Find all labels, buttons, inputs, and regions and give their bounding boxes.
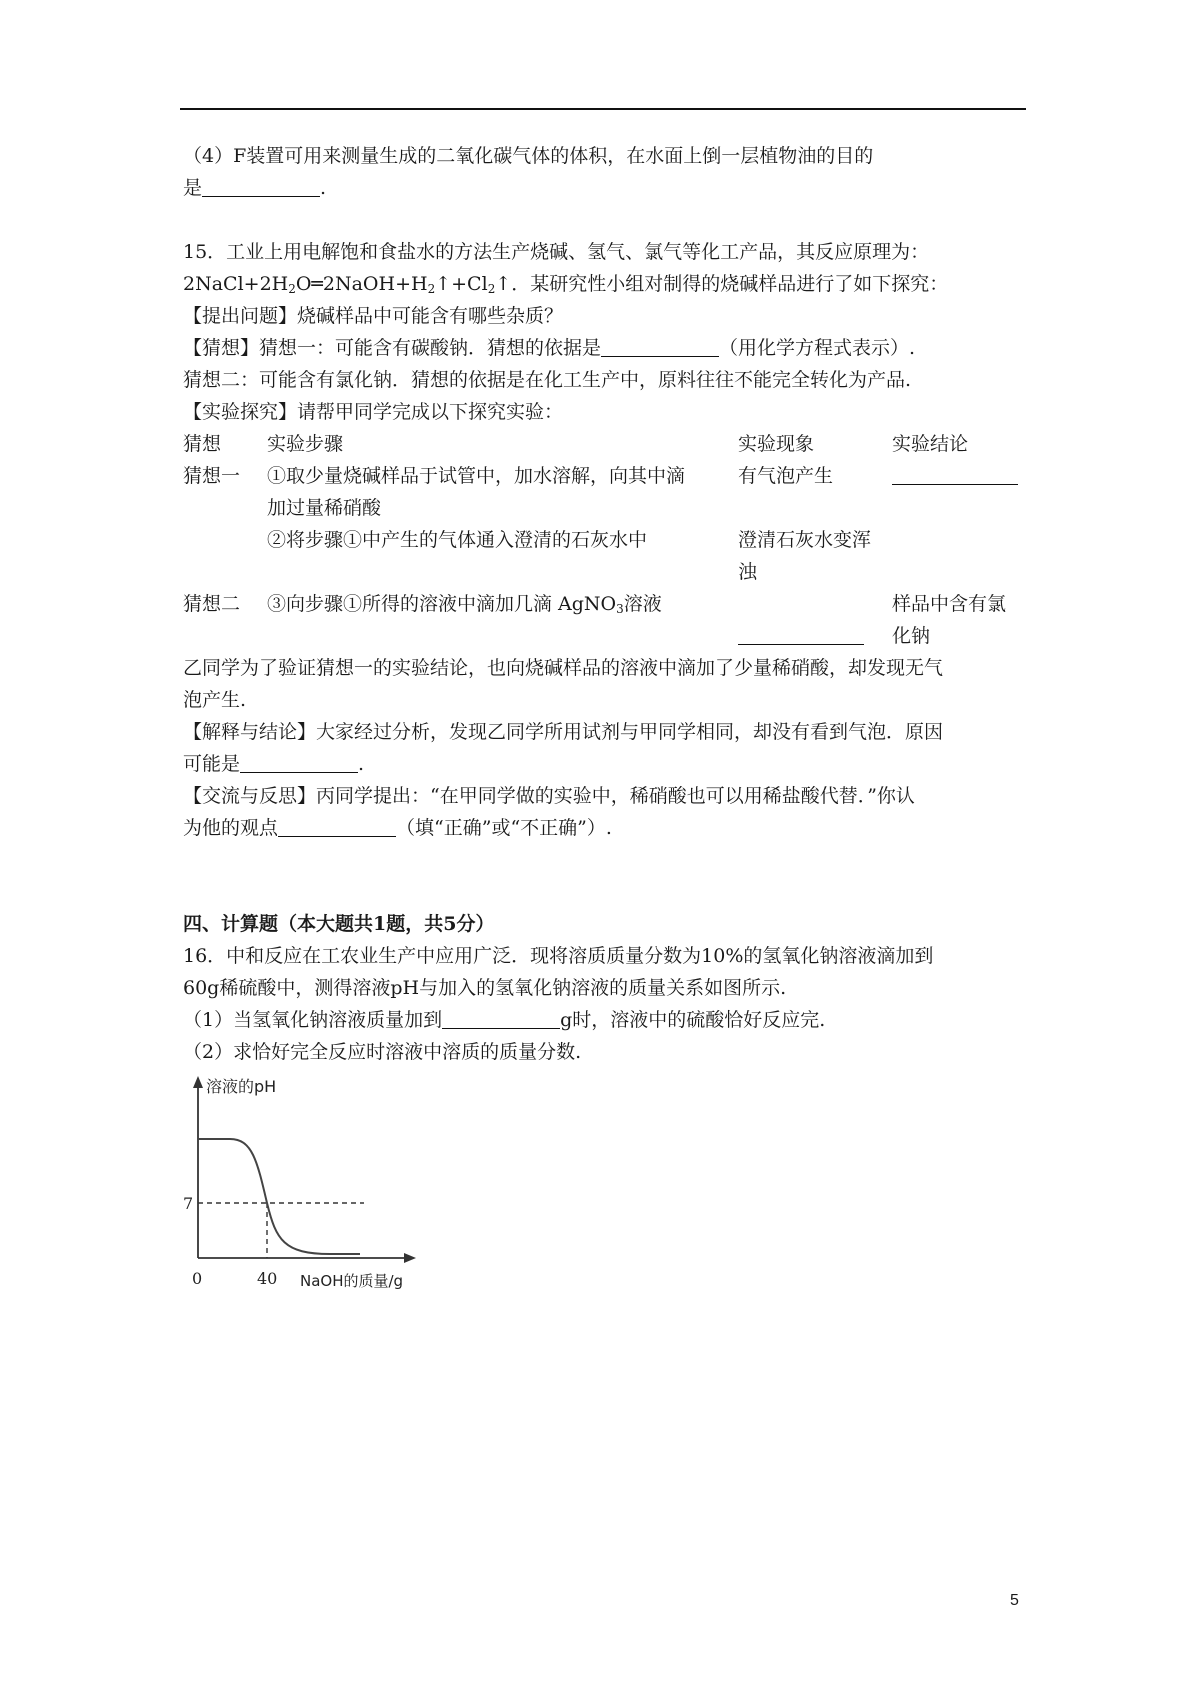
q16-part1: （1）当氢氧化钠溶液质量加到 g时，溶液中的硫酸恰好反应完. xyxy=(183,1004,1028,1036)
answer-blank[interactable] xyxy=(892,462,1018,485)
q14-4-line2: 是 . xyxy=(183,172,1028,204)
q15-yi-line2: 泡产生. xyxy=(183,689,247,711)
q14-4-line1: （4）F装置可用来测量生成的二氧化碳气体的体积，在水面上倒一层植物油的目的 xyxy=(183,145,874,167)
q15-question: 【提出问题】烧碱样品中可能含有哪些杂质？ xyxy=(183,305,564,327)
y-tick-7: 7 xyxy=(183,1194,194,1213)
q15-reflect-line2: 为他的观点 （填“正确”或“不正确”）. xyxy=(183,812,1028,844)
header-cell: 猜想 xyxy=(183,433,222,455)
q15-reflect-line1: 【交流与反思】丙同学提出：“在甲同学做的实验中，稀硝酸也可以用稀盐酸代替．”你认 xyxy=(183,785,915,807)
q16-line1: 16．中和反应在工农业生产中应用广泛．现将溶质质量分数为10%的氢氧化钠溶液滴加到 xyxy=(183,945,934,967)
answer-blank[interactable] xyxy=(202,174,320,197)
header-cell: 实验步骤 xyxy=(267,433,344,455)
answer-blank[interactable] xyxy=(278,814,396,837)
x-axis-label: NaOH的质量/g xyxy=(300,1272,404,1290)
guess-cell: 猜想二 xyxy=(183,593,241,615)
page-content xyxy=(183,140,1028,1068)
ph-graph xyxy=(180,1070,440,1320)
step-cell: ②将步骤①中产生的气体通入澄清的石灰水中 xyxy=(267,529,648,551)
step-cell: ①取少量烧碱样品于试管中，加水溶解，向其中滴 加过量稀硝酸 xyxy=(267,465,686,519)
q16-line2: 60g稀硫酸中，测得溶液pH与加入的氢氧化钠溶液的质量关系如图所示. xyxy=(183,977,787,999)
answer-blank[interactable] xyxy=(442,1006,560,1029)
q15-intro: 15．工业上用电解饱和食盐水的方法生产烧碱、氢气、氯气等化工产品，其反应原理为： xyxy=(183,241,930,263)
q15-yi-line1: 乙同学为了验证猜想一的实验结论，也向烧碱样品的溶液中滴加了少量稀硝酸，却发现无气 xyxy=(183,657,944,679)
y-axis-label: 溶液的pH xyxy=(206,1077,277,1096)
header-rule xyxy=(180,108,1026,110)
table-row xyxy=(183,460,1026,524)
q15-equation: $2NaCl+2H_2O═2NaOH+H_2↑+Cl_2↑$．某研究性小组对制得的烧碱样品进行了如下探究： xyxy=(183,273,949,296)
ph-curve xyxy=(198,1139,360,1254)
x-origin-label: 0 xyxy=(192,1269,203,1288)
table-row xyxy=(183,524,1026,588)
phenomenon-cell: 有气泡产生 xyxy=(738,465,834,487)
conclusion-cell: 样品中含有氯 化钠 xyxy=(892,593,1007,647)
phenomenon-cell: 澄清石灰水变浑 浊 xyxy=(738,529,872,583)
q15-explore: 【实验探究】请帮甲同学完成以下探究实验： xyxy=(183,401,564,423)
experiment-table xyxy=(183,428,1026,652)
header-cell: 实验结论 xyxy=(892,433,969,455)
x-axis-arrow xyxy=(404,1253,416,1263)
answer-blank[interactable] xyxy=(240,750,358,773)
x-tick-40: 40 xyxy=(257,1269,278,1288)
header-cell: 实验现象 xyxy=(738,433,815,455)
ph-graph-svg xyxy=(180,1070,440,1320)
q16-part2: （2）求恰好完全反应时溶液中溶质的质量分数. xyxy=(183,1041,582,1063)
y-axis-arrow xyxy=(193,1076,203,1088)
page-number: 5 xyxy=(1010,1592,1019,1609)
conclusion-cell xyxy=(892,460,1026,524)
answer-blank[interactable] xyxy=(601,334,719,357)
table-row xyxy=(183,588,1026,652)
section-title: 四、计算题（本大题共1题，共5分） xyxy=(183,913,495,935)
table-header-row xyxy=(183,428,1026,460)
q15-guess1: 【猜想】猜想一：可能含有碳酸钠．猜想的依据是 （用化学方程式表示）. xyxy=(183,332,1028,364)
answer-blank[interactable] xyxy=(738,622,864,645)
step-cell: ③向步骤①所得的溶液中滴加几滴 AgNO$_3$溶液 xyxy=(267,593,662,616)
q15-explain-line2: 可能是 . xyxy=(183,748,1028,780)
phenomenon-cell xyxy=(738,588,892,652)
q15-guess2: 猜想二：可能含有氯化钠．猜想的依据是在化工生产中，原料往往不能完全转化为产品. xyxy=(183,369,912,391)
q15-explain-line1: 【解释与结论】大家经过分析，发现乙同学所用试剂与甲同学相同，却没有看到气泡．原因 xyxy=(183,721,944,743)
guess-cell: 猜想一 xyxy=(183,465,241,487)
